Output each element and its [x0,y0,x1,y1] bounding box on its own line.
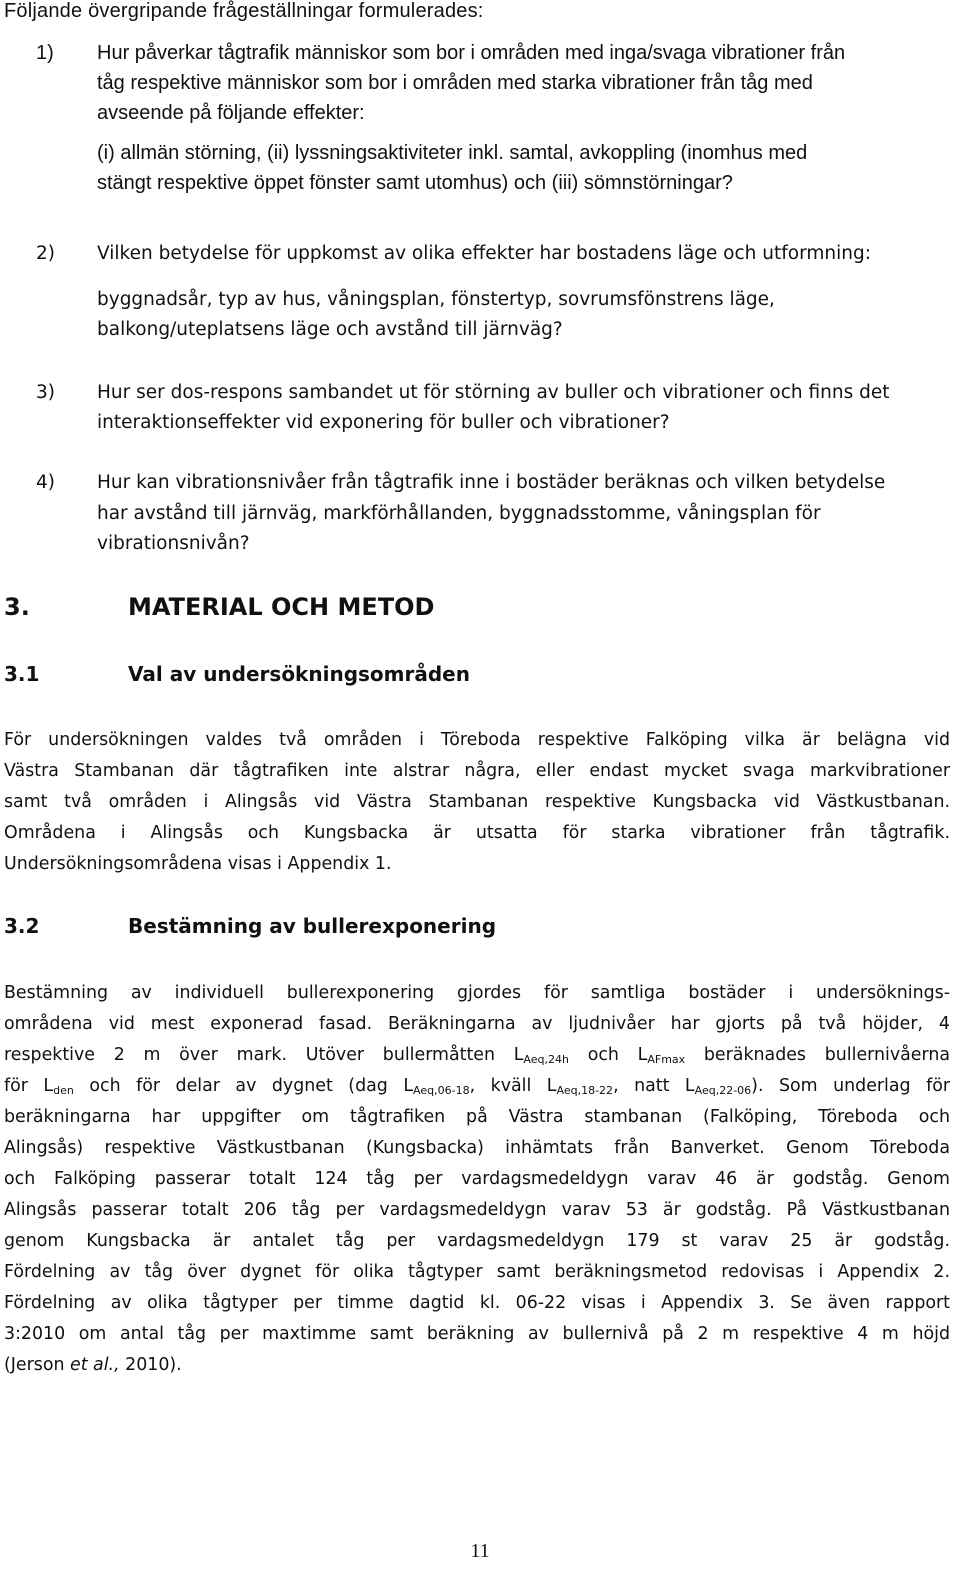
paragraph-line: respektive 2 m över mark. Utöver bullermåtten $L_{Aeq,24h}$ och $L_{AFmax}$ beräknades bullernivåerna [4,1045,951,1066]
page-number: 11 [470,1540,490,1562]
question-subline: stängt respektive öppet fönster samt utomhus) och (iii) sömnstörningar? [97,172,733,194]
question-line: tåg respektive människor som bor i områden med starka vibrationer från tåg med [97,72,813,94]
subscript: Aeq,24h [523,1053,569,1066]
paragraph-line: Alingsås) respektive Västkustbanan (Kungsbacka) inhämtats från Banverket. Genom Töreboda [4,1138,950,1158]
question-number: 4) [36,472,55,493]
paragraph-line: och Falköping passerar totalt 124 tåg per vardagsmedeldygn varav 46 är godståg. Genom [4,1169,950,1189]
paragraph-line: 3:2010 om antal tåg per maxtimme samt beräkning av bullernivå på 2 m respektive 4 m höjd [4,1324,950,1344]
section-title: MATERIAL OCH METOD [128,593,435,621]
paragraph-line: Alingsås passerar totalt 206 tåg per vardagsmedeldygn varav 53 är godståg. På Västkustbanan [4,1200,950,1220]
question-line: interaktionseffekter vid exponering för buller och vibrationer? [97,412,670,433]
paragraph-line: För undersökningen valdes två områden i Töreboda respektive Falköping vilka är belägna vid [4,730,950,750]
question-subline: balkong/uteplatsens läge och avstånd till järnväg? [97,319,563,340]
question-line: vibrationsnivån? [97,533,250,554]
subsection-number: 3.2 [4,914,40,938]
subsection-number: 3.1 [4,662,40,686]
subsection-title: Val av undersökningsområden [128,662,470,686]
question-line: Hur kan vibrationsnivåer från tågtrafik inne i bostäder beräknas och vilken betydelse [97,472,886,493]
question-line: har avstånd till järnväg, markförhållanden, byggnadsstomme, våningsplan för [97,503,821,524]
question-line: avseende på följande effekter: [97,102,365,124]
paragraph-line: områdena vid mest exponerad fasad. Beräkningarna av ljudnivåer har gjorts på två höjder, 4 [4,1014,950,1034]
paragraph-line: beräkningarna har uppgifter om tågtrafiken på Västra stambanan (Falköping, Töreboda och [4,1107,950,1127]
subscript: Aeq,22-06 [694,1084,752,1097]
paragraph-line: samt två områden i Alingsås vid Västra Stambanan respektive Kungsbacka vid Västkustbanan. [4,792,950,812]
subscript: Aeq,06-18 [413,1084,470,1097]
paragraph-line: Områdena i Alingsås och Kungsbacka är utsatta för starka vibrationer från tågtrafik. [4,823,950,843]
question-subline: (i) allmän störning, (ii) lyssningsaktiviteter inkl. samtal, avkoppling (inomhus med [97,142,808,164]
intro-text: Följande övergripande frågeställningar formulerades: [4,0,484,22]
section-3-2-paragraph [4,978,950,1381]
paragraph-line: Fördelning av tåg över dygnet för olika tågtyper samt beräkningsmetod redovisas i Appendix 2. [4,1262,950,1282]
question-number: 1) [36,42,54,64]
question-line: Vilken betydelse för uppkomst av olika effekter har bostadens läge och utformning: [97,243,871,264]
paragraph-line: genom Kungsbacka är antalet tåg per vardagsmedeldygn 179 st varav 25 är godståg. [4,1231,950,1251]
question-line: Hur ser dos-respons sambandet ut för störning av buller och vibrationer och finns det [97,382,890,403]
section-3-1-paragraph [4,725,950,880]
subsection-title: Bestämning av bullerexponering [128,914,497,938]
subscript: Aeq,18-22 [556,1084,614,1097]
subscript: AFmax [647,1053,686,1066]
paragraph-line: Västra Stambanan där tågtrafiken inte alstrar några, eller endast mycket svaga markvibrationer [4,761,950,781]
subscript: den [53,1084,74,1097]
section-number: 3. [4,593,30,621]
paragraph-line: Bestämning av individuell bullerexponering gjordes för samtliga bostäder i undersöknings- [4,983,950,1003]
question-number: 2) [36,243,55,264]
paragraph-line: (Jerson et al., 2010). [4,1355,182,1375]
paragraph-line: Fördelning av olika tågtyper per timme dagtid kl. 06-22 visas i Appendix 3. Se även rapport [4,1293,950,1313]
question-line: Hur påverkar tågtrafik människor som bor i områden med inga/svaga vibrationer från [97,42,846,64]
paragraph-line: för $L_{den}$ och för delar av dygnet (dag $L_{Aeq,06-18}$, kväll $L_{Aeq,18-22}$, natt $L_{Aeq,22-06}$). Som underlag för [4,1076,951,1097]
question-number: 3) [36,382,55,403]
question-subline: byggnadsår, typ av hus, våningsplan, fönstertyp, sovrumsfönstrens läge, [97,289,775,310]
italic-text: et al., [70,1355,120,1375]
paragraph-line: Undersökningsområdena visas i Appendix 1. [4,854,392,874]
